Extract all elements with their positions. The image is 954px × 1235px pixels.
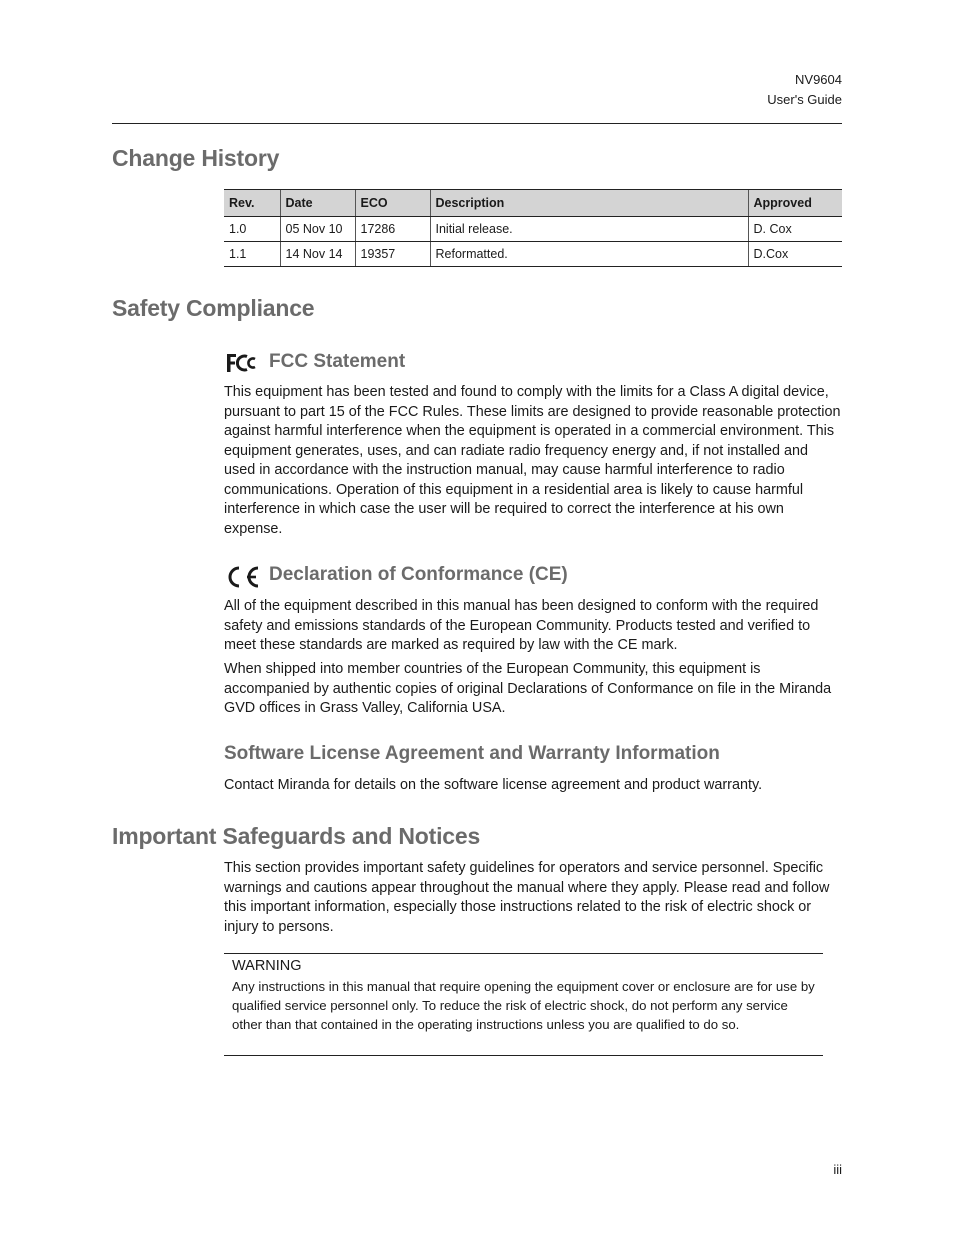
- col-approved: Approved: [748, 190, 842, 217]
- ce-body-1: All of the equipment described in this manual has been designed to conform with the required safety and emissions standards of the European Community. Products tested and verified to meet these standards are marked as required by law with the CE mark.: [224, 598, 819, 653]
- ce-mark-icon: [225, 565, 261, 589]
- fcc-heading: FCC Statement: [269, 351, 406, 372]
- warning-box: [224, 953, 823, 1056]
- safeguards-title: Important Safeguards and Notices: [112, 823, 481, 849]
- col-eco: ECO: [355, 190, 430, 217]
- fcc-logo-icon: [225, 352, 259, 374]
- table-row: [224, 217, 842, 242]
- license-heading: Software License Agreement and Warranty Information: [224, 743, 720, 764]
- license-body: Contact Miranda for details on the software license agreement and product warranty.: [224, 777, 763, 793]
- page-number: iii: [833, 1162, 842, 1177]
- cell-rev: 1.0: [224, 217, 280, 242]
- ce-body-2: When shipped into member countries of the European Community, this equipment is accompanied by authentic copies of original Declarations of Conformance on file in the Miranda GVD offices in Grass Valley, California USA.: [224, 661, 832, 716]
- running-header: [767, 70, 842, 110]
- ce-heading: Declaration of Conformance (CE): [269, 564, 568, 585]
- header-product: NV9604: [795, 72, 842, 87]
- col-date: Date: [280, 190, 355, 217]
- change-history-table: [224, 189, 842, 267]
- cell-approved: D.Cox: [748, 242, 842, 267]
- fcc-body: This equipment has been tested and found to comply with the limits for a Class A digital device, pursuant to part 15 of the FCC Rules. These limits are designed to provide reasonable protection against harmful interference when the equipment is operated in a commercial environment. This equipment generates, uses, and can radiate radio frequency energy and, if not installed and used in accordance with the instruction manual, may cause harmful interference to radio communications. Operation of this equipment in a residential area is likely to cause harmful interference in which case the user will be required to correct the interference at his own expense.: [224, 384, 841, 537]
- col-rev: Rev.: [224, 190, 280, 217]
- cell-description: Reformatted.: [430, 242, 748, 267]
- safety-compliance-title: Safety Compliance: [112, 295, 315, 321]
- warning-text: Any instructions in this manual that require opening the equipment cover or enclosure are for use by qualified service personnel only. To reduce the risk of electric shock, do not perform any service other than that contained in the operating instructions unless you are qualified to do so.: [232, 979, 815, 1032]
- warning-title: WARNING: [232, 958, 302, 974]
- cell-rev: 1.1: [224, 242, 280, 267]
- cell-eco: 19357: [355, 242, 430, 267]
- cell-date: 14 Nov 14: [280, 242, 355, 267]
- col-description: Description: [430, 190, 748, 217]
- cell-approved: D. Cox: [748, 217, 842, 242]
- header-doc-title: User's Guide: [767, 92, 842, 107]
- cell-eco: 17286: [355, 217, 430, 242]
- safeguards-body: This section provides important safety guidelines for operators and service personnel. Specific warnings and cautions appear throughout the manual where they apply. Please read and follow this important information, especially those instructions related to the risk of electric shock or injury to persons.: [224, 860, 830, 935]
- table-row: [224, 242, 842, 267]
- cell-description: Initial release.: [430, 217, 748, 242]
- change-history-title: Change History: [112, 145, 280, 171]
- table-header-row: [224, 190, 842, 217]
- header-rule: [112, 123, 842, 124]
- cell-date: 05 Nov 10: [280, 217, 355, 242]
